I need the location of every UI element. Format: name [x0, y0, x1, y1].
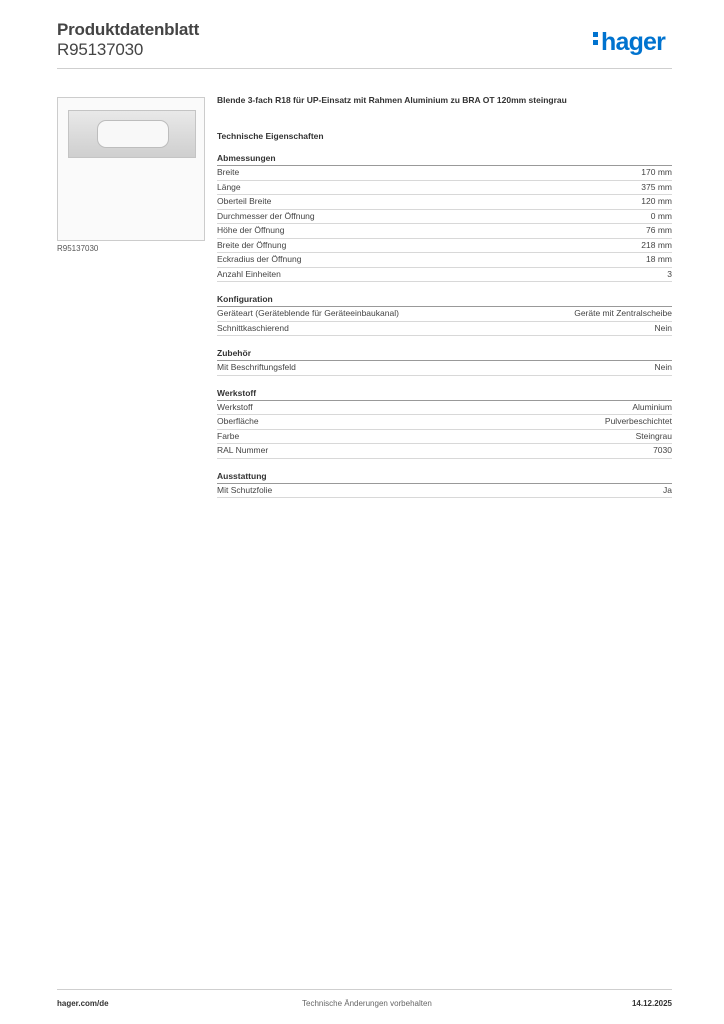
cover-plate-illustration: [68, 110, 196, 158]
spec-value: 120 mm: [641, 196, 672, 206]
spec-row: [217, 361, 672, 376]
spec-value: 7030: [653, 445, 672, 455]
spec-label: Mit Beschriftungsfeld: [217, 362, 296, 372]
logo-dots-icon: [593, 29, 599, 48]
spec-row: [217, 268, 672, 283]
spec-section-heading: Konfiguration: [217, 294, 672, 307]
spec-row: [217, 430, 672, 445]
spec-row: [217, 484, 672, 499]
logo-text: hager: [601, 28, 666, 56]
spec-row: [217, 322, 672, 337]
footer-website-link[interactable]: hager.com/de: [57, 999, 109, 1008]
spec-label: Farbe: [217, 430, 240, 441]
spec-section-heading: Abmessungen: [217, 153, 672, 166]
spec-label: Höhe der Öffnung: [217, 225, 285, 235]
header-title: Produktdatenblatt: [57, 20, 200, 39]
spec-sections: [217, 153, 672, 498]
spec-section: [217, 471, 672, 499]
spec-label: Eckradius der Öffnung: [217, 254, 302, 264]
spec-value: Nein: [654, 362, 672, 372]
header-product-code: R95137030: [57, 40, 144, 59]
spec-row: [217, 415, 672, 430]
spec-row: [217, 166, 672, 181]
spec-row: [217, 253, 672, 268]
spec-label: Oberteil Breite: [217, 196, 272, 206]
spec-row: [217, 224, 672, 239]
cover-plate-opening: [97, 120, 169, 148]
spec-label: Durchmesser der Öffnung: [217, 210, 315, 221]
footer-disclaimer: Technische Änderungen vorbehalten: [302, 999, 432, 1008]
spec-row: [217, 444, 672, 459]
spec-label: Werkstoff: [217, 401, 253, 412]
footer-divider: [57, 989, 672, 990]
spec-row: [217, 401, 672, 416]
spec-section: [217, 153, 672, 282]
technical-properties-title: Technische Eigenschaften: [217, 131, 324, 141]
spec-section-heading: Zubehör: [217, 348, 672, 361]
spec-label: Oberfläche: [217, 416, 259, 426]
header-divider: [57, 68, 672, 69]
content-area: [217, 95, 672, 498]
spec-value: 18 mm: [646, 254, 672, 264]
spec-value: 0 mm: [650, 210, 672, 221]
spec-row: [217, 210, 672, 225]
spec-value: Pulverbeschichtet: [604, 416, 672, 426]
spec-row: [217, 195, 672, 210]
spec-row: [217, 239, 672, 254]
spec-value: 76 mm: [646, 225, 672, 235]
product-image: [57, 97, 205, 241]
spec-value: 170 mm: [641, 167, 672, 177]
spec-label: Anzahl Einheiten: [217, 268, 281, 279]
footer-date: 14.12.2025: [631, 999, 672, 1008]
spec-label: Länge: [217, 181, 241, 192]
spec-value: 3: [667, 268, 672, 279]
spec-section-heading: Werkstoff: [217, 388, 672, 401]
spec-value: 375 mm: [641, 181, 672, 192]
brand-logo[interactable]: [593, 28, 665, 57]
spec-value: Aluminium: [632, 401, 672, 412]
spec-label: Breite: [217, 167, 240, 177]
spec-value: Ja: [663, 484, 672, 495]
spec-label: RAL Nummer: [217, 445, 269, 455]
spec-row: [217, 307, 672, 322]
spec-row: [217, 181, 672, 196]
spec-section: [217, 388, 672, 459]
spec-section-heading: Ausstattung: [217, 471, 672, 484]
spec-value: Nein: [654, 322, 672, 333]
spec-label: Schnittkaschierend: [217, 322, 289, 333]
spec-label: Geräteart (Geräteblende für Geräteeinbaukanal): [217, 308, 399, 318]
spec-label: Breite der Öffnung: [217, 239, 287, 250]
spec-label: Mit Schutzfolie: [217, 484, 273, 495]
spec-section: [217, 294, 672, 336]
product-image-caption: R95137030: [57, 244, 99, 253]
spec-section: [217, 348, 672, 376]
spec-value: Geräte mit Zentralscheibe: [574, 308, 672, 318]
product-title: Blende 3-fach R18 für UP-Einsatz mit Rahmen Aluminium zu BRA OT 120mm steingrau: [217, 95, 567, 105]
spec-value: 218 mm: [641, 239, 672, 250]
spec-value: Steingrau: [635, 430, 672, 441]
